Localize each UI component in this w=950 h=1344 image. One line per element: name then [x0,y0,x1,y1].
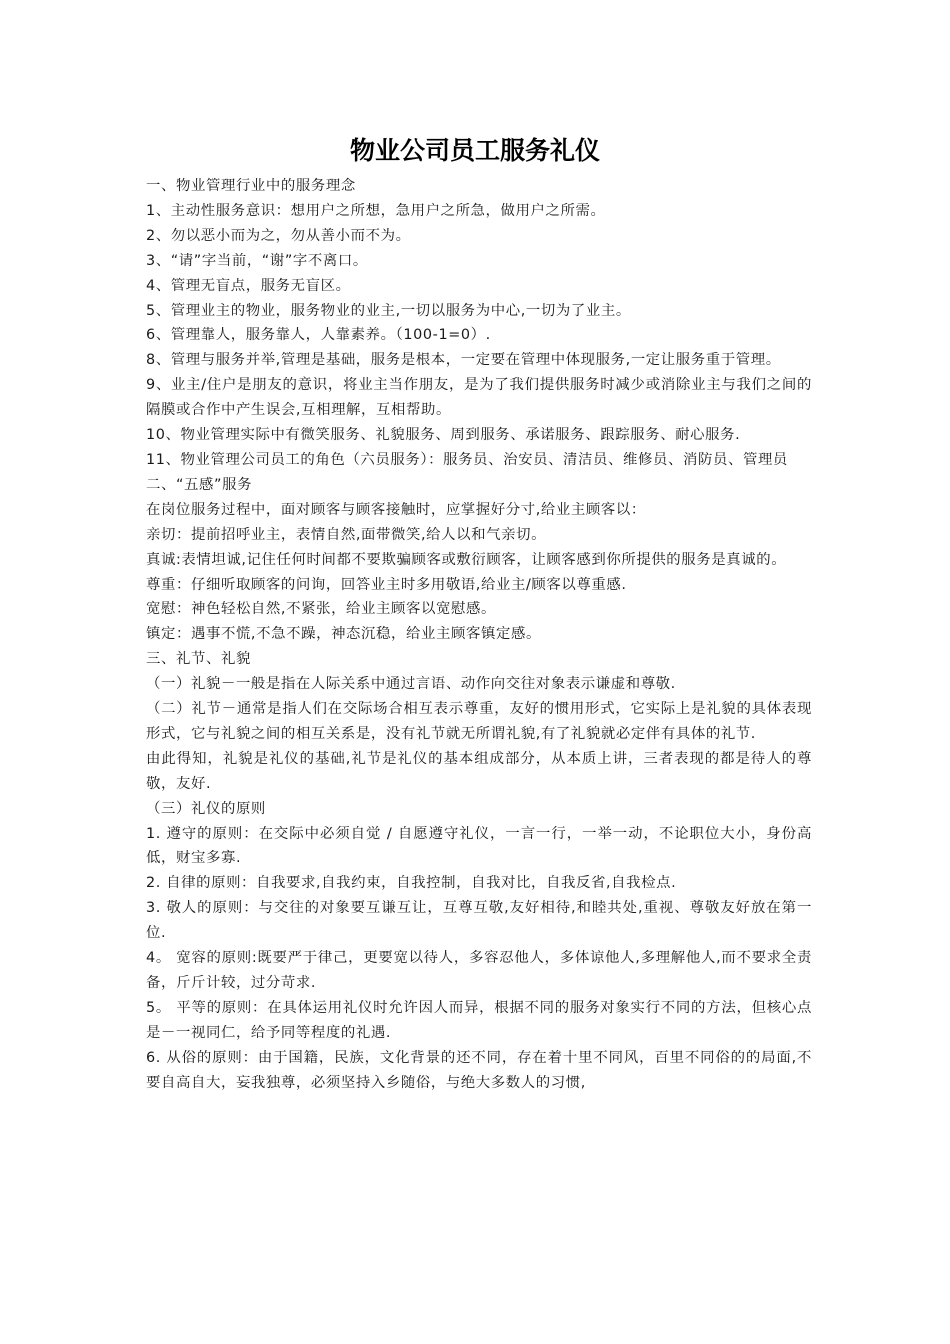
paragraph: 2、勿以恶小而为之，勿从善小而不为。 [146,227,411,244]
paragraph: 一、物业管理行业中的服务理念 [146,178,356,194]
paragraph: 9、业主/住户是朋友的意识，将业主当作朋友，是为了我们提供服务时减少或消除业主与我们之间的隔膜或合作中产生误会,互相理解，互相帮助。 [146,377,812,419]
paragraph: 镇定：遇事不慌,不急不躁，神态沉稳，给业主顾客镇定感。 [146,626,541,643]
paragraph: 5。 平等的原则：在具体运用礼仪时允许因人而异，根据不同的服务对象实行不同的方法，但核心点是－一视同仁，给予同等程度的礼遇. [146,999,812,1041]
paragraph: 尊重：仔细听取顾客的问询，回答业主时多用敬语,给业主/顾客以尊重感. [146,576,627,593]
paragraph: 3、“请”字当前，“谢”字不离口。 [146,252,368,269]
paragraph: 4、管理无盲点，服务无盲区。 [146,277,351,294]
paragraph: 在岗位服务过程中，面对顾客与顾客接触时，应掌握好分寸,给业主顾客以： [146,501,646,518]
paragraph: 8、管理与服务并举,管理是基础，服务是根本，一定要在管理中体现服务,一定让服务重于管理。 [146,352,781,369]
paragraph: 由此得知，礼貌是礼仪的基础,礼节是礼仪的基本组成部分，从本质上讲，三者表现的都是待人的尊敬，友好. [146,750,812,792]
paragraph: （二）礼节－通常是指人们在交际场合相互表示尊重，友好的惯用形式，它实际上是礼貌的具体表现形式，它与礼貌之间的相互关系是，没有礼节就无所谓礼貌,有了礼貌就必定伴有具体的礼节. [146,701,812,742]
paragraph: 三、礼节、礼貌 [146,651,251,668]
paragraph: 1. 遵守的原则：在交际中必须自觉 / 自愿遵守礼仪，一言一行，一举一动，不论职位大小，身份高低，财宝多寡. [146,825,812,867]
document-body [146,174,812,1096]
paragraph: 亲切：提前招呼业主，表情自然,面带微笑,给人以和气亲切。 [146,526,547,543]
paragraph: 1、主动性服务意识：想用户之所想，急用户之所急，做用户之所需。 [146,202,606,219]
paragraph: 11、物业管理公司员工的角色（六员服务）：服务员、治安员、清洁员、维修员、消防员、管理员 [146,451,788,468]
paragraph: 10、物业管理实际中有微笑服务、礼貌服务、周到服务、承诺服务、跟踪服务、耐心服务. [146,427,741,444]
paragraph: 4。 宽容的原则:既要严于律己，更要宽以待人，多容忍他人，多体谅他人,多理解他人,而不要求全责备，斤斤计较，过分苛求. [146,950,812,991]
paragraph: （三）礼仪的原则 [146,800,266,817]
paragraph: 5、管理业主的物业，服务物业的业主,一切以服务为中心,一切为了业主。 [146,302,631,319]
paragraph: 宽慰：神色轻松自然,不紧张，给业主顾客以宽慰感。 [146,601,496,618]
paragraph: 二、“五感”服务 [146,476,253,493]
paragraph: （一）礼貌－一般是指在人际关系中通过言语、动作向交往对象表示谦虚和尊敬. [146,676,676,693]
document-title: 物业公司员工服务礼仪 [349,136,600,165]
paragraph: 真诚:表情坦诚,记住任何时间都不要欺骗顾客或敷衍顾客，让顾客感到你所提供的服务是真诚的。 [146,551,787,568]
paragraph: 3. 敬人的原则：与交往的对象要互谦互让，互尊互敬,友好相待,和睦共处,重视、尊敬友好放在第一位. [146,900,812,942]
paragraph: 2. 自律的原则：自我要求,自我约束，自我控制，自我对比，自我反省,自我检点. [146,875,677,892]
paragraph: 6. 从俗的原则：由于国籍，民族，文化背景的还不同，存在着十里不同风，百里不同俗的的局面,不要自高自大，妄我独尊，必须坚持入乡随俗，与绝大多数人的习惯, [146,1049,812,1091]
paragraph: 6、管理靠人，服务靠人，人靠素养。（100-1=0）. [146,327,491,344]
